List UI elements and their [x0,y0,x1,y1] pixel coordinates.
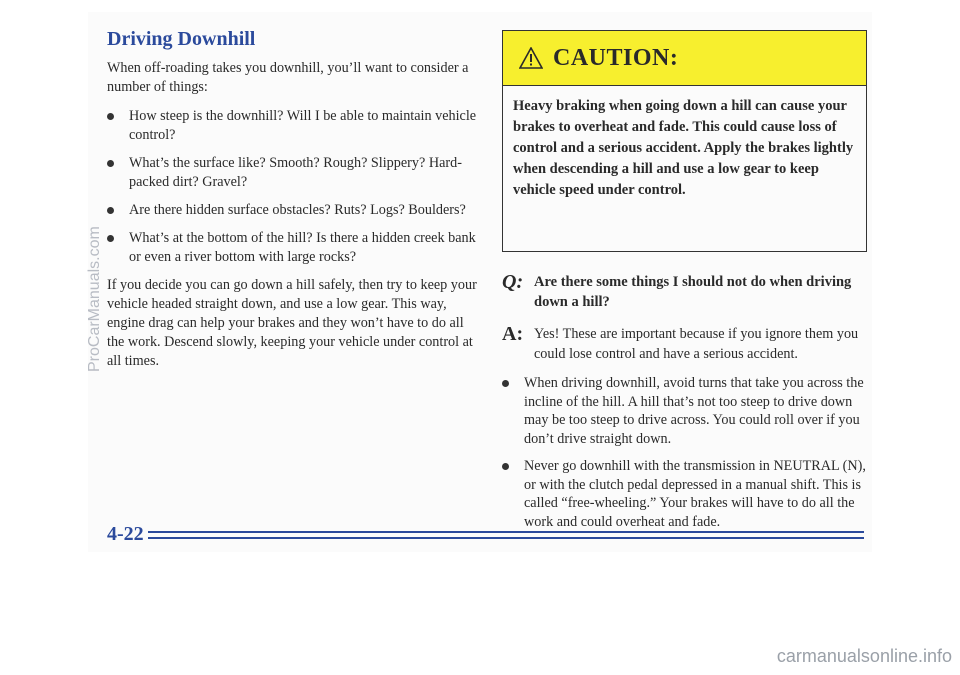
list-item: Are there hidden surface obstacles? Ruts? Logs? Boulders? [107,201,477,220]
list-item: Never go downhill with the transmission in NEUTRAL (N), or with the clutch pedal depressed in a manual shift. This is called “free-wheeling.” Your brakes will have to do all the work and could overheat and fade. [502,457,867,531]
question-answer [502,272,867,531]
bullet-icon [502,380,509,387]
warning-triangle-icon [519,47,543,69]
bullet-icon [107,207,114,214]
bullet-icon [107,235,114,242]
caution-title: CAUTION: [553,44,679,71]
consideration-list [107,107,477,267]
side-watermark: ProCarManuals.com [86,226,103,372]
footer-rule [148,531,864,533]
caution-box [502,30,867,252]
question-text: Are there some things I should not do when driving down a hill? [534,274,852,310]
bullet-icon [502,463,509,470]
list-item: How steep is the downhill? Will I be able to maintain vehicle control? [107,107,477,145]
list-item: What’s at the bottom of the hill? Is there a hidden creek bank or even a river bottom with large rocks? [107,229,477,267]
question-row [502,272,867,312]
answer-mark-label: A: [502,323,524,345]
list-item: When driving downhill, avoid turns that take you across the incline of the hill. A hill that’s not too steep to drive down may be too steep to drive across. You could roll over if you don’t drive straight down. [502,374,867,448]
footer-rule [148,537,864,539]
page-number: 4-22 [107,523,144,545]
question-mark-label: Q: [502,271,524,293]
closing-paragraph: If you decide you can go down a hill safely, then try to keep your vehicle headed straight down, and use a low gear. This way, engine drag can help your brakes and they won’t have to do all the work. Descend slowly, keeping your vehicle under control at all times. [107,277,477,369]
bullet-icon [107,113,114,120]
answer-list [502,374,867,531]
caution-text: Heavy braking when going down a hill can cause your brakes to overheat and fade. This could cause loss of control and a serious accident. Apply the brakes lightly when descending a hill and use a low gear to keep vehicle speed under control. [513,98,854,198]
left-column [107,28,477,381]
intro-paragraph: When off-roading takes you downhill, you’ll want to consider a number of things: [107,60,469,95]
caution-header [503,31,866,86]
section-title: Driving Downhill [107,28,256,50]
bullet-icon [107,160,114,167]
right-column [502,30,867,540]
answer-text: Yes! These are important because if you ignore them you could lose control and have a serious accident. [534,326,859,362]
list-item: What’s the surface like? Smooth? Rough? Slippery? Hard-packed dirt? Gravel? [107,154,477,192]
answer-row [502,324,867,364]
footer-watermark: carmanualsonline.info [776,646,952,666]
